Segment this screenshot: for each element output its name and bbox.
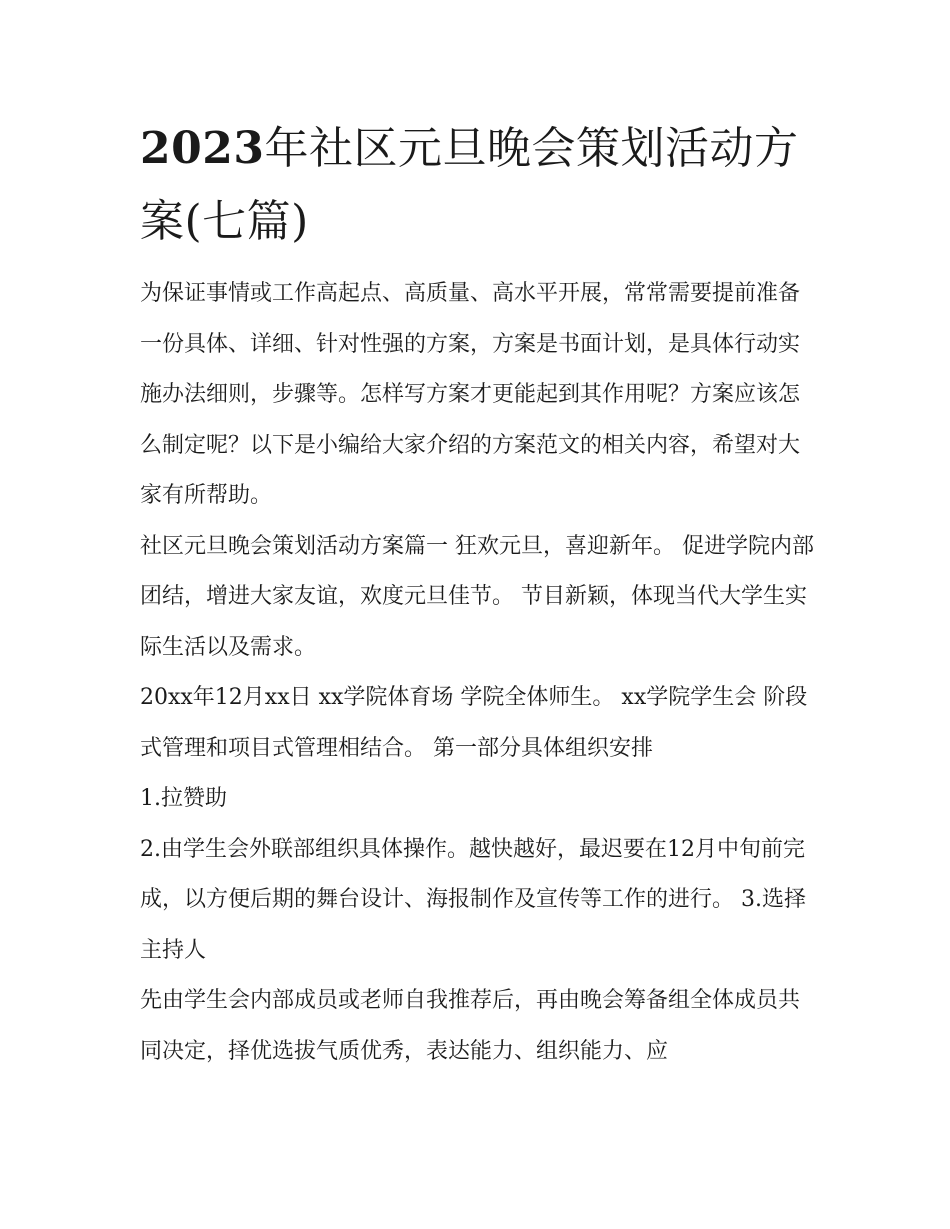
body-paragraph: 20xx年12月xx日 xx学院体育场 学院全体师生。 xx学院学生会 阶段式管理和项目式管理相结合。 第一部分具体组织安排	[140, 685, 808, 761]
body-paragraph: 先由学生会内部成员或老师自我推荐后，再由晚会筹备组全体成员共同决定，择优选拔气质优秀，表达能力、组织能力、应	[140, 988, 801, 1064]
document-title	[140, 112, 815, 258]
title-year: 2023	[140, 123, 265, 174]
list-item: 1.拉赞助	[140, 786, 227, 811]
document-page	[140, 112, 815, 1077]
title-text: 年社区元旦晚会策划活动方案(七篇)	[140, 123, 799, 247]
list-item: 2.由学生会外联部组织具体操作。越快越好，最迟要在12月中旬前完成，以方便后期的舞台设计、海报制作及宣传等工作的进行。 3.选择主持人	[140, 836, 806, 963]
intro-paragraph: 为保证事情或工作高起点、高质量、高水平开展，常常需要提前准备一份具体、详细、针对性强的方案，方案是书面计划，是具体行动实施办法细则，步骤等。怎样写方案才更能起到其作用呢？方案应该怎么制定呢？以下是小编给大家介绍的方案范文的相关内容，希望对大家有所帮助。	[140, 281, 801, 508]
body-paragraph: 社区元旦晚会策划活动方案篇一 狂欢元旦，喜迎新年。 促进学院内部团结，增进大家友谊，欢度元旦佳节。 节目新颖，体现当代大学生实际生活以及需求。	[140, 533, 814, 660]
